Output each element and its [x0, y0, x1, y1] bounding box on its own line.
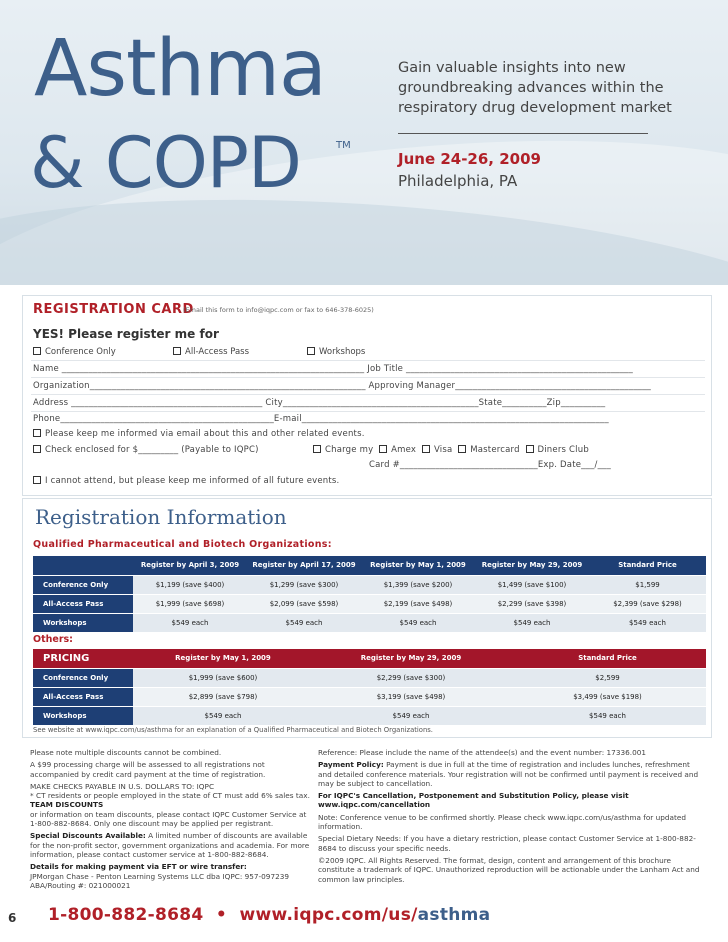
table-row: Conference Only $1,199 (save $400) $1,299 (save $300) $1,399 (save $200) $1,499 (save $100) $1,599 [33, 575, 706, 594]
registration-card-title: REGISTRATION CARD [33, 302, 194, 317]
checkbox-icon[interactable] [458, 445, 466, 453]
table-row: All-Access Pass $2,899 (save $798) $3,199 (save $498) $3,499 (save $198) [33, 687, 706, 706]
qualified-orgs-website-note: See website at www.iqpc.com/us/asthma for an explanation of a Qualified Pharmaceutical and Biotech Organizations. [33, 726, 433, 734]
eft-routing: ABA/Routing #: 021000021 [30, 880, 131, 890]
others-label: Others: [33, 634, 73, 645]
checkbox-icon[interactable] [307, 347, 315, 355]
card-diners: Diners Club [537, 445, 589, 455]
copyright-note: ©2009 IQPC. All Rights Reserved. The format, design, content and arrangement of this brochure constitute a trademark of IQPC. Unauthorized reproduction will be actionable under the Lanham Act and common law principles. [318, 855, 700, 884]
checkbox-icon[interactable] [526, 445, 534, 453]
registration-information-title: Registration Information [35, 505, 287, 529]
checkbox-icon[interactable] [173, 347, 181, 355]
qualified-orgs-label: Qualified Pharmaceutical and Biotech Organizations: [33, 539, 332, 550]
footer-website-link[interactable]: www.iqpc.com/us/asthma [239, 905, 491, 925]
special-discounts-text: A limited number of discounts are available for the non-profit sector, government organizations and academia. For more information, please contact customer service at 1-800-882-8684. [30, 831, 310, 859]
event-city: Philadelphia, PA [398, 172, 518, 190]
payment-policy-text: Payment is due in full at the time of registration and includes lunches, refreshment and detailed conference materials. Your registration will not be confirmed until payment is received and may be subject to cancellation. [318, 760, 699, 788]
organization-field-line[interactable]: Organization______________________________________________________________ Approving Manager____________________________________________ [33, 381, 651, 391]
option-check-enclosed[interactable]: Check enclosed for $_________ (Payable to IQPC) [33, 445, 259, 455]
table-row: All-Access Pass $1,999 (save $698) $2,099 (save $598) $2,199 (save $498) $2,299 (save $398) $2,399 (save $298) [33, 594, 706, 613]
option-all-access-pass[interactable]: All-Access Pass [173, 347, 249, 357]
footer-contact [48, 905, 490, 925]
team-discounts-text: or information on team discounts, please contact IQPC Customer Service at 1-800-882-8684. Only one discount may be applied per registrant. [30, 809, 307, 829]
table-header-row: Register by April 3, 2009 Register by April 17, 2009 Register by May 1, 2009 Register by May 29, 2009 Standard Price [33, 556, 706, 575]
checkbox-icon[interactable] [33, 347, 41, 355]
registration-card [22, 295, 712, 496]
event-tagline: Gain valuable insights into new groundbreaking advances within the respiratory drug development market [398, 60, 672, 116]
row-divider [31, 360, 705, 361]
row-divider [31, 377, 705, 378]
cancellation-policy[interactable]: For IQPC's Cancellation, Postponement and Substitution Policy, please visit www.iqpc.com/cancellation [318, 791, 629, 810]
registration-information [22, 498, 712, 738]
team-discounts-title: TEAM DISCOUNTS [30, 800, 104, 810]
multiple-discounts-note: Please note multiple discounts cannot be combined. [30, 748, 222, 757]
checkbox-icon[interactable] [313, 445, 321, 453]
notes-left-column [30, 748, 310, 893]
footer-phone-number[interactable]: 1-800-882-8684 [48, 905, 204, 925]
option-cannot-attend[interactable]: I cannot attend, but please keep me informed of all future events. [33, 476, 339, 486]
phone-email-field-line[interactable]: Phone________________________________________________E-mail_____________________________________________________________________ [33, 414, 609, 424]
option-workshops[interactable]: Workshops [307, 347, 365, 357]
table-row: Workshops $549 each $549 each $549 each $549 each $549 each [33, 613, 706, 632]
checkbox-icon[interactable] [33, 476, 41, 484]
row-divider [31, 394, 705, 395]
footer-bullet: • [215, 905, 228, 925]
payment-policy-title: Payment Policy: [318, 760, 384, 770]
trademark-mark: TM [336, 140, 351, 151]
ct-tax-note: * CT residents or people employed in the state of CT must add 6% sales tax. [30, 791, 310, 801]
card-amex: Amex [391, 445, 417, 455]
event-date: June 24-26, 2009 [398, 150, 541, 168]
table-header-row: PRICING Register by May 1, 2009 Register by May 29, 2009 Standard Price [33, 649, 706, 668]
others-pricing-table [33, 649, 706, 726]
qualified-pricing-table [33, 556, 706, 633]
name-field-line[interactable]: Name ____________________________________________________________________ Job Title ___________________________________________________ [33, 364, 633, 374]
checkbox-icon[interactable] [422, 445, 430, 453]
charge-card-options: Charge my Amex Visa Mastercard Diners Club [313, 445, 589, 455]
brochure-header [0, 0, 728, 285]
venue-note: Note: Conference venue to be confirmed shortly. Please check www.iqpc.com/us/asthma for updated information. [318, 812, 686, 832]
checkbox-icon[interactable] [33, 429, 41, 437]
table-row: Conference Only $1,999 (save $600) $2,299 (save $300) $2,599 [33, 668, 706, 687]
eft-title: Details for making payment via EFT or wire transfer: [30, 862, 247, 872]
option-keep-informed[interactable]: Please keep me informed via email about this and other related events. [33, 429, 365, 439]
registration-email-note: (Email this form to info@iqpc.com or fax to 646-378-6025) [183, 306, 374, 314]
tagline-divider [398, 133, 648, 134]
page-number: 6 [8, 911, 17, 925]
table-row: Workshops $549 each $549 each $549 each [33, 706, 706, 725]
eft-account: JPMorgan Chase - Penton Learning Systems LLC dba IQPC: 957-097239 [30, 871, 290, 881]
make-checks-note: MAKE CHECKS PAYABLE IN U.S. DOLLARS TO: IQPC [30, 781, 215, 791]
event-title-line2: & COPD [30, 122, 301, 204]
card-number-line[interactable]: Card #_______________________________Exp. Date___/___ [369, 460, 611, 470]
processing-charge-note: A $99 processing charge will be assessed to all registrations not accompanied by credit card payment at the time of registration. [30, 760, 266, 779]
notes-right-column [318, 748, 703, 887]
checkbox-icon[interactable] [33, 445, 41, 453]
special-discounts-title: Special Discounts Available: [30, 831, 146, 841]
reference-note: Reference: Please include the name of the attendee(s) and the event number: 17336.001 [318, 748, 646, 757]
card-visa: Visa [433, 445, 453, 455]
address-field-line[interactable]: Address ___________________________________________ City____________________________________________State__________Zip__________ [33, 398, 606, 408]
option-conference-only[interactable]: Conference Only [33, 347, 116, 357]
checkbox-icon[interactable] [379, 445, 387, 453]
register-prompt: YES! Please register me for [33, 327, 219, 341]
dietary-note: Special Dietary Needs: If you have a dietary restriction, please contact Customer Service at 1-800-882-8684 to discuss your specific needs. [318, 834, 696, 853]
card-mastercard: Mastercard [470, 445, 520, 455]
row-divider [31, 411, 705, 412]
event-title-line1: Asthma [34, 24, 326, 114]
